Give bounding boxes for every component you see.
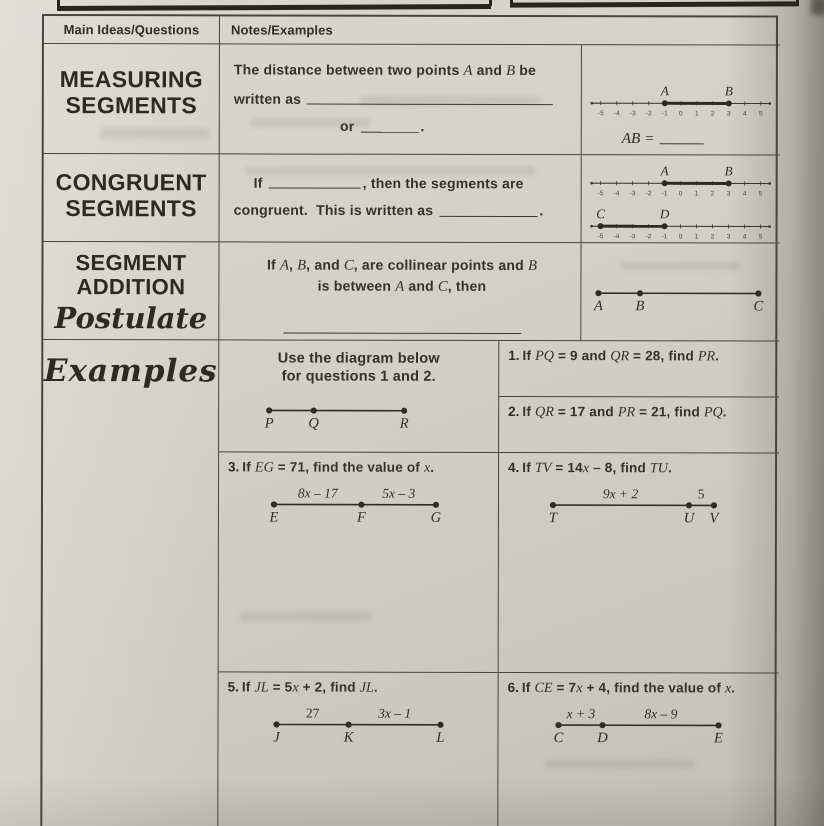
svg-text:-5: -5 — [597, 190, 604, 198]
svg-text:-1: -1 — [661, 190, 668, 198]
svg-text:3x – 1: 3x – 1 — [378, 705, 412, 721]
q4-tuv-diagram — [545, 479, 722, 530]
svg-text:2: 2 — [710, 233, 715, 241]
use-diagram-line2: for questions 1 and 2. — [281, 368, 436, 385]
svg-text:U: U — [683, 510, 695, 527]
question-1-text: If PQ = 9 and QR = 28, find PR. — [522, 348, 720, 365]
segment-addition-script-label: Postulate — [54, 301, 208, 336]
svg-text:5: 5 — [758, 190, 763, 198]
measuring-diagram-cell — [582, 45, 780, 155]
question-5-text: If JL = 5x + 2, find JL. — [241, 679, 378, 696]
header-cell-notes — [220, 16, 780, 45]
use-diagram-line1: Use the diagram below — [277, 350, 440, 367]
svg-text:8x – 9: 8x – 9 — [644, 706, 678, 722]
photo-corner-shadow — [811, 0, 824, 15]
svg-text:-4: -4 — [613, 110, 620, 118]
cutoff-box-bottom-border-right — [510, 1, 799, 7]
cutoff-box-bottom-border-left — [57, 4, 491, 10]
svg-text:4: 4 — [742, 110, 747, 118]
svg-text:J: J — [273, 729, 280, 746]
svg-text:0: 0 — [678, 233, 683, 241]
question-2-cell — [499, 397, 779, 454]
q6-cde-diagram — [550, 699, 726, 750]
svg-text:A: A — [660, 163, 669, 179]
question-3-cell — [219, 452, 499, 673]
congruent-notes-cell — [220, 154, 582, 243]
question-2-text: If QR = 17 and PR = 21, find PQ. — [522, 404, 727, 421]
question-1-number: 1. — [508, 347, 520, 364]
svg-text:3: 3 — [726, 233, 731, 241]
question-4-cell — [499, 453, 779, 674]
svg-text:-3: -3 — [629, 233, 636, 241]
segment-addition-blank-line — [231, 319, 572, 336]
examples-title-cell — [42, 340, 219, 826]
question-5-cell — [218, 672, 498, 826]
congruent-title-cell — [44, 154, 220, 242]
header-main-ideas-label: Main Ideas/Questions — [63, 22, 200, 38]
cutoff-box-edge — [510, 0, 513, 3]
svg-text:Q: Q — [308, 415, 319, 432]
svg-text:1: 1 — [694, 110, 699, 118]
svg-text:1: 1 — [694, 233, 699, 241]
svg-text:G: G — [430, 509, 442, 526]
measuring-title-cell — [44, 44, 220, 154]
header-notes-label: Notes/Examples — [230, 22, 333, 38]
question-4-number: 4. — [508, 459, 520, 476]
svg-text:0: 0 — [678, 190, 683, 198]
segment-addition-text-line2: is between A and C, then — [317, 277, 487, 295]
svg-text:x + 3: x + 3 — [566, 706, 596, 722]
svg-text:27: 27 — [305, 705, 320, 721]
svg-text:5: 5 — [697, 486, 705, 502]
svg-text:C: C — [753, 298, 764, 315]
segment-addition-text-line1: If A, B, and C, are collinear points and B — [266, 256, 537, 275]
svg-text:C: C — [596, 206, 605, 222]
svg-text:-1: -1 — [661, 233, 668, 241]
measuring-text-line1: The distance between two points A and B be — [233, 61, 537, 79]
cutoff-box-edge — [489, 0, 492, 6]
svg-text:V: V — [709, 510, 719, 527]
svg-text:4: 4 — [742, 233, 747, 241]
q3-efg-diagram — [266, 478, 444, 529]
segment-addition-title-line1: SEGMENT — [75, 250, 187, 276]
svg-text:C: C — [553, 730, 564, 747]
question-3-number: 3. — [228, 459, 240, 475]
measuring-title-line1: MEASURING — [59, 66, 204, 93]
congruent-title-line1: CONGRUENT — [55, 169, 207, 196]
question-6-cell — [498, 673, 778, 826]
segment-addition-abc-diagram — [590, 267, 766, 320]
segment-addition-diagram-cell — [581, 243, 779, 341]
svg-text:-2: -2 — [645, 190, 652, 198]
svg-text:D: D — [597, 730, 608, 747]
svg-text:2: 2 — [710, 110, 715, 118]
svg-text:8x – 17: 8x – 17 — [297, 485, 338, 501]
question-4-text: If TV = 14x – 8, find TU. — [522, 460, 672, 477]
question-1-cell — [499, 341, 779, 398]
svg-text:L: L — [436, 729, 445, 746]
svg-text:-5: -5 — [597, 110, 604, 118]
question-3-text: If EG = 71, find the value of x. — [242, 459, 435, 476]
measuring-text-line2: written as — [234, 90, 571, 107]
svg-text:2: 2 — [710, 190, 715, 198]
svg-text:3: 3 — [726, 190, 731, 198]
svg-text:-4: -4 — [613, 190, 620, 198]
use-diagram-instruction — [219, 340, 498, 386]
svg-text:A: A — [593, 298, 603, 315]
svg-text:K: K — [343, 729, 354, 746]
segment-addition-title-line2: ADDITION — [76, 274, 186, 300]
congruent-text-line2: congruent. This is written as . — [233, 201, 544, 219]
segment-addition-notes-cell — [219, 242, 581, 341]
svg-text:T: T — [548, 510, 558, 527]
notes-table — [40, 14, 778, 826]
svg-text:R: R — [399, 415, 409, 432]
svg-text:9x + 2: 9x + 2 — [602, 486, 639, 502]
measuring-numberline-diagram — [589, 79, 773, 130]
question-2-number: 2. — [508, 403, 520, 420]
svg-text:5: 5 — [758, 110, 763, 118]
svg-text:5x – 3: 5x – 3 — [382, 485, 416, 501]
svg-text:A: A — [660, 83, 669, 99]
svg-text:-3: -3 — [629, 190, 636, 198]
measuring-title-line2: SEGMENTS — [65, 92, 198, 119]
segment-addition-title-cell — [43, 242, 219, 340]
measuring-text-line3: or . — [339, 118, 425, 135]
svg-text:D: D — [659, 206, 670, 222]
svg-text:0: 0 — [678, 110, 683, 118]
svg-text:5: 5 — [758, 233, 763, 241]
question-6-number: 6. — [507, 679, 519, 696]
svg-text:-5: -5 — [597, 233, 604, 241]
svg-text:B: B — [635, 298, 645, 315]
svg-text:E: E — [714, 730, 723, 747]
measuring-ab-caption: AB = — [622, 129, 707, 148]
svg-text:1: 1 — [694, 190, 699, 198]
svg-text:-2: -2 — [645, 233, 652, 241]
svg-text:-2: -2 — [645, 110, 652, 118]
svg-text:B: B — [724, 83, 733, 99]
use-diagram-cell — [219, 340, 499, 453]
svg-text:-4: -4 — [613, 233, 620, 241]
question-6-text: If CE = 7x + 4, find the value of x. — [521, 680, 736, 697]
measuring-notes-cell — [220, 44, 582, 155]
q5-jkl-diagram — [268, 698, 448, 749]
svg-text:-1: -1 — [661, 110, 668, 118]
svg-text:3: 3 — [726, 110, 731, 118]
svg-text:4: 4 — [742, 190, 747, 198]
congruent-title-line2: SEGMENTS — [65, 195, 197, 222]
cutoff-box-edge — [796, 0, 799, 3]
svg-text:F: F — [356, 509, 366, 526]
congruent-text-line1: If , then the segments are — [253, 174, 524, 192]
examples-script-label: Examples — [43, 353, 218, 390]
svg-text:-3: -3 — [629, 110, 636, 118]
cutoff-box-edge — [57, 0, 60, 6]
svg-text:P: P — [264, 415, 274, 432]
question-5-number: 5. — [227, 679, 239, 695]
congruent-diagram-cell — [582, 155, 780, 243]
header-cell-main-ideas — [44, 16, 220, 44]
svg-text:E: E — [269, 509, 279, 526]
pqr-diagram — [261, 384, 412, 437]
svg-text:B: B — [724, 163, 733, 179]
